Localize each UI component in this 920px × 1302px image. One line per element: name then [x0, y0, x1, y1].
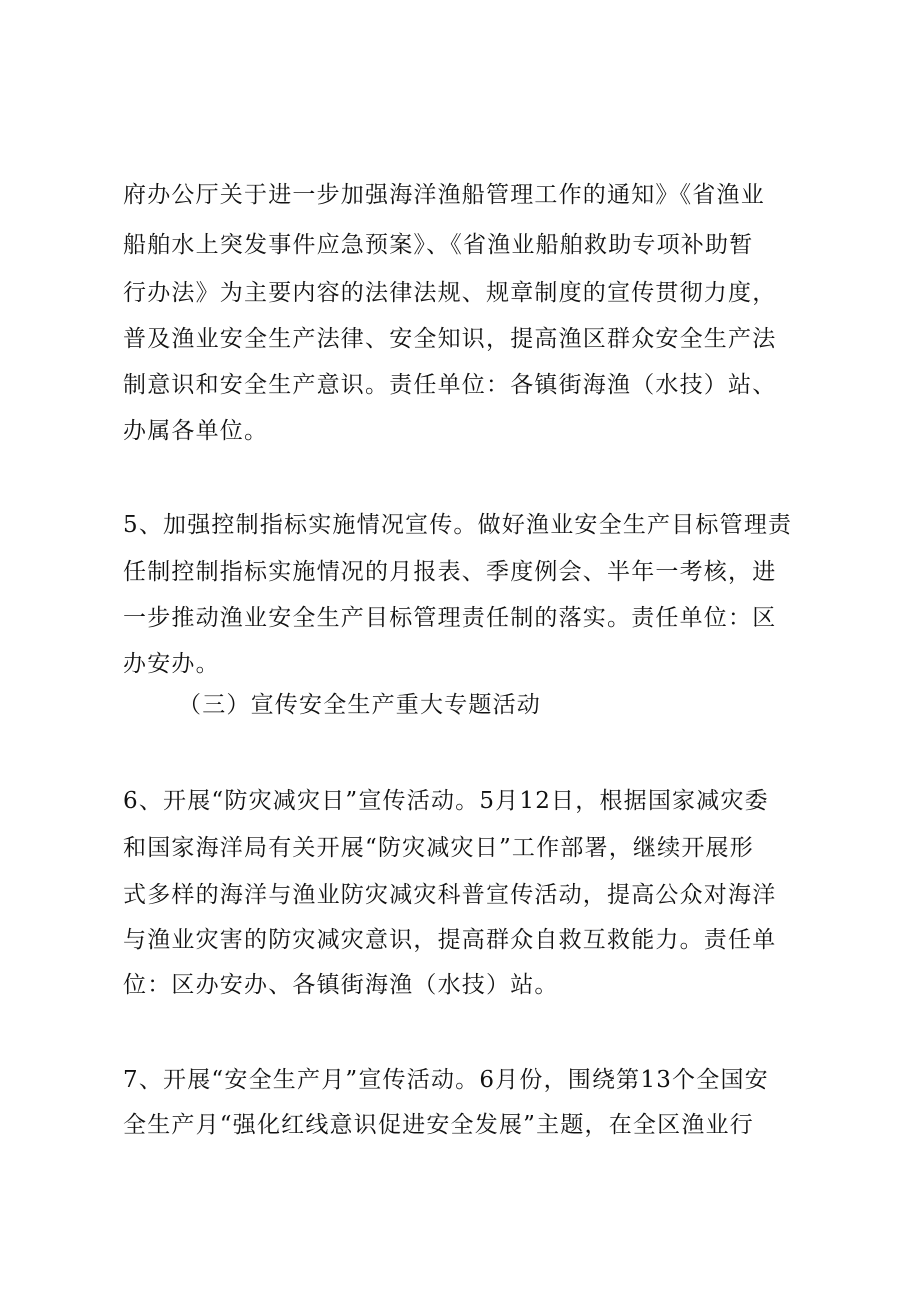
item-6-line: 6、开展“防灾减灾日”宣传活动。5月12日，根据国家减灾委 — [123, 788, 769, 814]
item-5-line: 办安办。 — [123, 651, 220, 677]
paragraph-line: 普及渔业安全生产法律、安全知识，提高渔区群众安全生产法 — [123, 326, 777, 352]
item-5-line: 5、加强控制指标实施情况宣传。做好渔业安全生产目标管理责 — [123, 512, 793, 538]
paragraph-line: 制意识和安全生产意识。责任单位：各镇街海渔（水技）站、 — [123, 372, 777, 398]
item-7-line: 全生产月“强化红线意识促进安全发展”主题，在全区渔业行 — [123, 1112, 754, 1138]
item-5-line: 一步推动渔业安全生产目标管理责任制的落实。责任单位：区 — [123, 605, 777, 631]
item-6-line: 位：区办安办、各镇街海渔（水技）站。 — [123, 972, 559, 998]
item-6-line: 与渔业灾害的防灾减灾意识，提高群众自救互救能力。责任单 — [123, 927, 777, 953]
section-heading: （三）宣传安全生产重大专题活动 — [178, 692, 541, 718]
paragraph-line: 行办法》为主要内容的法律法规、规章制度的宣传贯彻力度， — [123, 280, 777, 306]
item-6-line: 式多样的海洋与渔业防灾减灾科普宣传活动，提高公众对海洋 — [123, 882, 777, 908]
paragraph-line: 办属各单位。 — [123, 418, 269, 444]
item-6-line: 和国家海洋局有关开展“防灾减灾日”工作部署，继续开展形 — [123, 835, 754, 861]
item-5-line: 任制控制指标实施情况的月报表、季度例会、半年一考核，进 — [123, 559, 777, 585]
paragraph-line: 府办公厅关于进一步加强海洋渔船管理工作的通知》《省渔业 — [123, 182, 765, 208]
paragraph-line: 船舶水上突发事件应急预案》、《省渔业船舶救助专项补助暂 — [123, 232, 754, 258]
item-7-line: 7、开展“安全生产月”宣传活动。6月份，围绕第13个全国安 — [123, 1067, 769, 1093]
